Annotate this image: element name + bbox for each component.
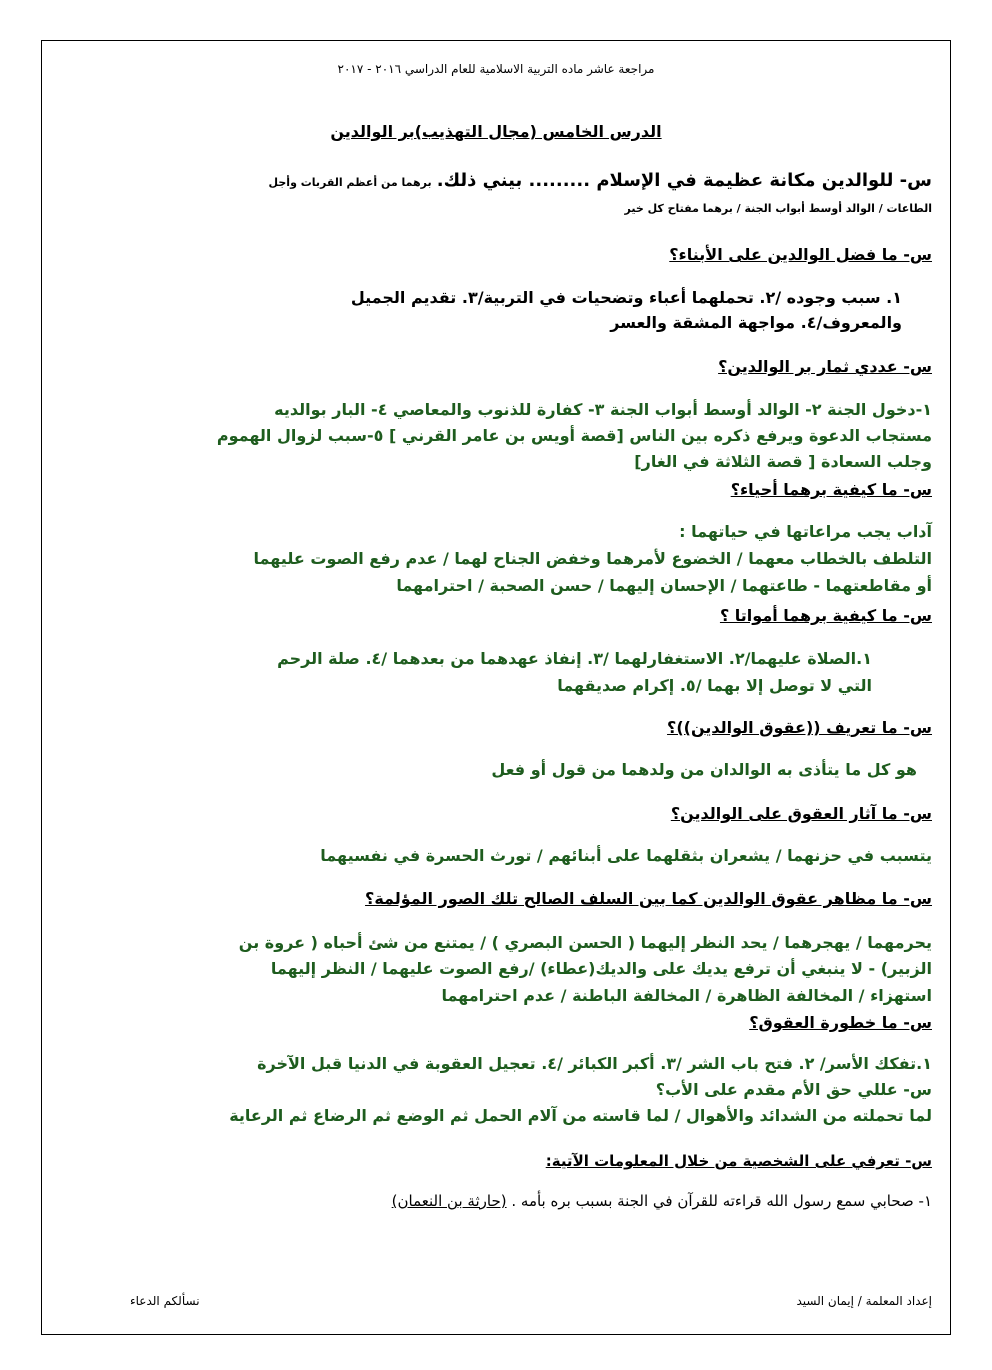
q11-item [60,1192,932,1210]
footer-prayer: نسألكم الدعاء [130,1294,200,1308]
q3-answer-line2: مستجاب الدعوة ويرفع ذكره بين الناس [قصة أويس بن عامر القرني ] ٥-سبب لزوال الهموم [216,426,932,445]
q8-answer-line2: الزبير) - لا ينبغي أن ترفع يديك على والديك(عطاء) /رفع الصوت عليهما / النظر إليهما [270,959,932,978]
q11-item-text: ١- صحابي سمع رسول الله قراءته للقرآن في الجنة بسبب بره بأمه . [511,1192,932,1210]
footer [60,1294,932,1308]
q9-question: س- ما خطورة العقوق؟ [749,1013,932,1032]
q8-answer-line1: يحرمهما / يهجرهما / يحد النظر إليهما ( الحسن البصري ) / يمتنع من شئ أحباه ( عروة بن [238,933,932,952]
q1-answer-inline: برهما من أعظم القربات وأجل [268,176,432,189]
page-header: مراجعة عاشر ماده التربية الاسلامية للعام الدراسي ٢٠١٦ - ٢٠١٧ [337,62,655,76]
q1-line [60,170,932,191]
q4-question: س- ما كيفية برهما أحياء؟ [730,480,932,499]
q3-answer-line3: وجلب السعادة [ قصة الثلاثة في الغار] [634,452,932,471]
q4-answer-line2: التلطف بالخطاب معهما / الخضوع لأمرهما وخفض الجناح لهما / عدم رفع الصوت عليهما [253,549,932,568]
q7-question: س- ما آثار العقوق على الوالدين؟ [670,804,932,823]
lesson-title: الدرس الخامس (مجال التهذيب)بر الوالدين [330,122,662,141]
q1-answer-line2: الطاعات / الوالد أوسط أبواب الجنة / برهما مفتاح كل خير [624,202,932,215]
q5-question: س- ما كيفية برهما أمواتا ؟ [719,606,932,625]
q2-question: س- ما فضل الوالدين على الأبناء؟ [669,245,932,264]
q8-question: س- ما مظاهر عقوق الوالدين كما بين السلف الصالح تلك الصور المؤلمة؟ [365,889,932,908]
q7-answer: يتسبب في حزنهما / يشعران بثقلهما على أبنائهم / تورث الحسرة في نفسيهما [320,846,932,865]
q3-question: س- عددي ثمار بر الوالدين؟ [718,357,932,376]
q6-question: س- ما تعريف ((عقوق الوالدين))؟ [667,718,932,737]
q10-answer: لما تحملته من الشدائد والأهوال / لما قاسته من آلام الحمل ثم الوضع ثم الرضاع ثم الرعاية [229,1106,932,1125]
q9-answer: ١.تفكك الأسر/ ٢. فتح باب الشر /٣. أكبر الكبائر /٤. تعجيل العقوبة في الدنيا قبل الآخرة [257,1054,932,1073]
footer-prepared-by: إعداد المعلمة / إيمان السيد [796,1294,932,1308]
q5-answer-line1: ١.الصلاة عليهما/٢. الاستغفارلهما /٣. إنفاذ عهدهما من بعدهما /٤. صلة الرحم [277,649,872,668]
q11-question: س- تعرفي على الشخصية من خلال المعلومات الآتية: [545,1152,932,1170]
q4-answer-line3: أو مقاطعتهما - طاعتهما / الإحسان إليهما / حسن الصحبة / احترامهما [396,576,932,595]
q3-answer-line1: ١-دخول الجنة ٢- الوالد أوسط أبواب الجنة ٣- كفارة للذنوب والمعاصي ٤- البار بوالديه [274,400,932,419]
q11-item-answer: (حارثة بن النعمان) [391,1192,507,1210]
q8-answer-line3: استهزاء / المخالفة الظاهرة / المخالفة الباطنة / عدم احترامهما [441,986,932,1005]
q1-question: س- للوالدين مكانة عظيمة في الإسلام ......... بيني ذلك. [436,170,932,191]
q10-question: س- عللي حق الأم مقدم على الأب؟ [655,1080,932,1099]
q2-answer-line2: والمعروف/٤. مواجهة المشقة والعسر [610,313,902,332]
q5-answer-line2: التي لا توصل إلا بهما /٥. إكرام صديقهما [557,676,872,695]
q2-answer-line1: ١. سبب وجوده /٢. تحملهما أعباء وتضحيات في التربية/٣. تقديم الجميل [350,288,902,307]
q6-answer: هو كل ما يتأذى به الوالدان من ولدهما من قول أو فعل [491,760,917,779]
q4-answer-line1: آداب يجب مراعاتها في حياتهما : [679,522,932,541]
